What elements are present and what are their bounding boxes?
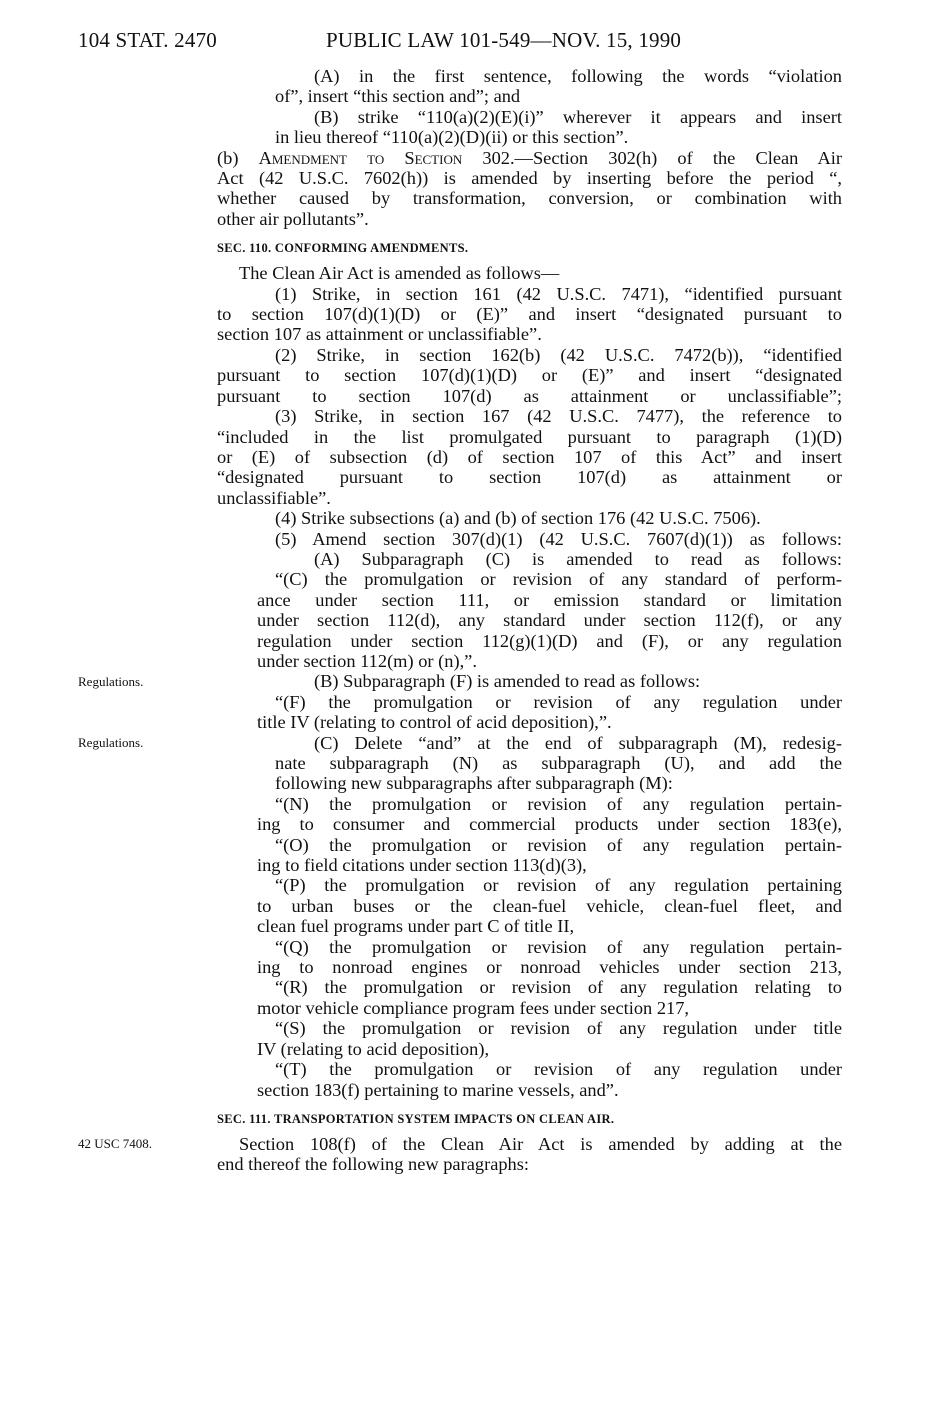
text-line: section 107 as attainment or unclassifiable”.	[217, 324, 542, 345]
page-stat-number: 104 STAT. 2470	[78, 28, 217, 52]
text-line: (2) Strike, in section 162(b) (42 U.S.C. 7472(b)), “identified	[275, 344, 842, 365]
text-line: “(T) the promulgation or revision of any regulation under	[275, 1059, 842, 1080]
text-line: pursuant to section 107(d) as attainment or unclassifiable”;	[217, 385, 842, 406]
text-line: “(Q) the promulgation or revision of any regulation pertain-	[275, 936, 842, 957]
text-line: regulation under section 112(g)(1)(D) and (F), or any regulation	[257, 630, 842, 651]
page-header-title: PUBLIC LAW 101-549—NOV. 15, 1990	[326, 28, 682, 52]
text-line: Section 108(f) of the Clean Air Act is amended by adding at the	[239, 1133, 842, 1154]
text-line: nate subparagraph (N) as subparagraph (U), and add the	[275, 753, 842, 773]
text-line: whether caused by transformation, conversion, or combination with	[217, 188, 842, 209]
text-line: Act (42 U.S.C. 7602(h)) is amended by inserting before the period “,	[217, 168, 842, 189]
text-line: to section 107(d)(1)(D) or (E)” and insert “designated pursuant to	[217, 304, 842, 325]
text-line: “(S) the promulgation or revision of any regulation under title	[275, 1018, 842, 1039]
amendment-caption: Amendment to Section	[258, 147, 463, 168]
text-line: “(R) the promulgation or revision of any regulation relating to	[275, 977, 842, 998]
text-line: (A) in the first sentence, following the words “violation	[314, 66, 842, 86]
text-line: other air pollutants”.	[217, 208, 369, 229]
text-line: ing to nonroad engines or nonroad vehicles under section 213,	[257, 957, 842, 978]
text-line: (B) Subparagraph (F) is amended to read as follows:	[314, 671, 701, 692]
text-line: clean fuel programs under part C of title II,	[257, 916, 575, 937]
text-line: (1) Strike, in section 161 (42 U.S.C. 7471), “identified pursuant	[275, 283, 842, 304]
text-line: following new subparagraphs after subparagraph (M):	[275, 773, 673, 794]
text-line: “(N) the promulgation or revision of any regulation pertain-	[275, 793, 842, 814]
text-line: title IV (relating to control of acid deposition),”.	[257, 712, 612, 733]
text-line: ance under section 111, or emission standard or limitation	[257, 589, 842, 610]
text-line: “designated pursuant to section 107(d) as attainment or	[217, 467, 842, 488]
section-intro: The Clean Air Act is amended as follows—	[239, 263, 560, 284]
margin-note-usc-citation: 42 USC 7408.	[78, 1136, 153, 1151]
text-line: IV (relating to acid deposition),	[257, 1038, 490, 1059]
text-line: “included in the list promulgated pursuant to paragraph (1)(D)	[217, 426, 842, 447]
text-line: of”, insert “this section and”; and	[275, 86, 521, 107]
text-line: unclassifiable”.	[217, 487, 331, 508]
amendment-text: 302.—Section 302(h) of the Clean Air	[482, 147, 842, 168]
text-line: section 183(f) pertaining to marine vessels, and”.	[257, 1079, 619, 1100]
margin-note-regulations-1: Regulations.	[78, 674, 144, 689]
text-line: “(F) the promulgation or revision of any regulation under	[275, 691, 842, 712]
text-line: ing to field citations under section 113(d)(3),	[257, 855, 587, 876]
section-110-heading: SEC. 110. CONFORMING AMENDMENTS.	[217, 241, 469, 256]
text-line: in lieu thereof “110(a)(2)(D)(ii) or this section”.	[275, 127, 629, 148]
text-line: end thereof the following new paragraphs:	[217, 1154, 530, 1175]
text-line: (A) Subparagraph (C) is amended to read as follows:	[314, 548, 842, 569]
text-line: (3) Strike, in section 167 (42 U.S.C. 7477), the reference to	[275, 406, 842, 427]
margin-note-regulations-2: Regulations.	[78, 735, 144, 750]
text-line: “(C) the promulgation or revision of any standard of perform-	[275, 569, 842, 590]
text-line: under section 112(d), any standard under section 112(f), or any	[257, 610, 842, 631]
text-line: “(O) the promulgation or revision of any regulation pertain-	[275, 834, 842, 855]
text-line: or (E) of subsection (d) of section 107 of this Act” and insert	[217, 446, 842, 467]
text-line: (4) Strike subsections (a) and (b) of section 176 (42 U.S.C. 7506).	[275, 508, 761, 529]
text-line: to urban buses or the clean-fuel vehicle, clean-fuel fleet, and	[257, 895, 842, 916]
text-line: (B) strike “110(a)(2)(E)(i)” wherever it appears and insert	[314, 106, 842, 127]
amendment-302-first-line	[217, 148, 842, 168]
document-body	[217, 66, 842, 1175]
text-line: (C) Delete “and” at the end of subparagraph (M), redesig-	[314, 732, 842, 753]
section-111-heading: SEC. 111. TRANSPORTATION SYSTEM IMPACTS ON CLEAN AIR.	[217, 1111, 615, 1126]
text-line: under section 112(m) or (n),”.	[257, 650, 477, 671]
amendment-label: (b)	[217, 147, 239, 168]
text-line: (5) Amend section 307(d)(1) (42 U.S.C. 7607(d)(1)) as follows:	[275, 528, 842, 549]
text-line: pursuant to section 107(d)(1)(D) or (E)” and insert “designated	[217, 365, 842, 386]
text-line: motor vehicle compliance program fees under section 217,	[257, 997, 690, 1018]
text-line: “(P) the promulgation or revision of any regulation pertaining	[275, 875, 842, 896]
text-line: ing to consumer and commercial products under section 183(e),	[257, 814, 842, 835]
